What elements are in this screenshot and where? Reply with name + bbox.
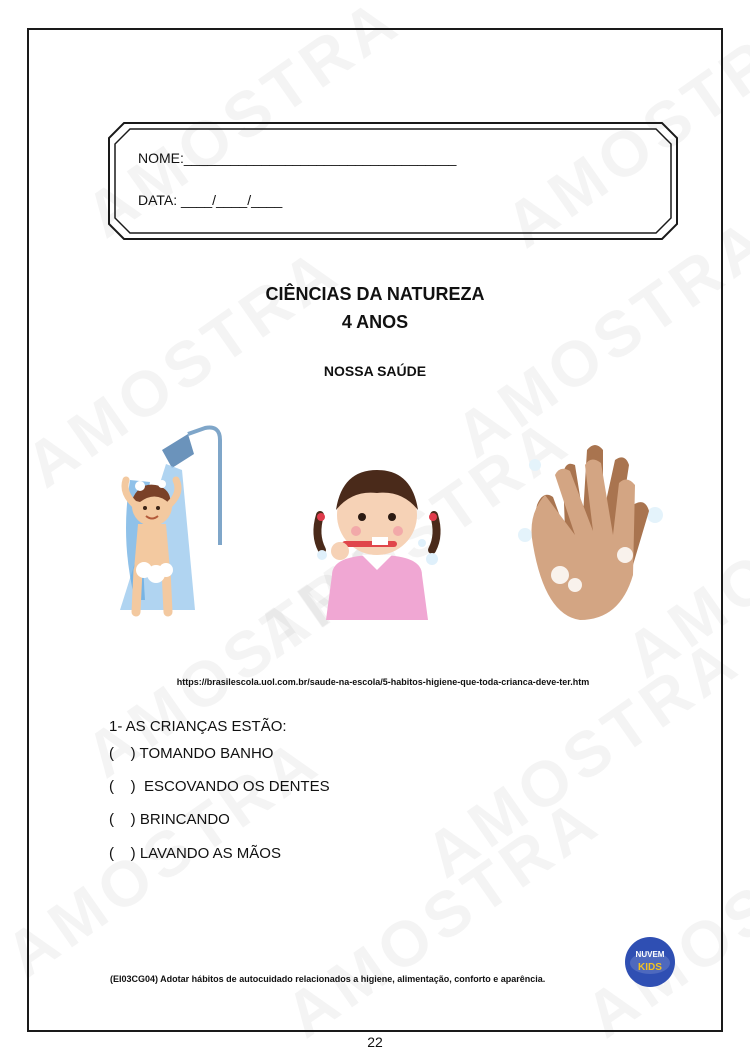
page-number: 22: [367, 1034, 383, 1050]
question-text: 1- AS CRIANÇAS ESTÃO:: [109, 718, 287, 735]
name-line: ___________________________________: [183, 150, 457, 166]
age-title: 4 ANOS: [341, 312, 409, 332]
option-lavando-maos[interactable]: ( ) LAVANDO AS MÃOS: [109, 845, 281, 862]
student-info-box: [108, 122, 678, 240]
source-url: https://brasilescola.uol.com.br/saude-na-escola/5-habitos-higiene-que-toda-crianca-deve-ter.htm: [176, 677, 590, 687]
girl-brushing-teeth-illustration: [302, 455, 452, 620]
option-brincando[interactable]: ( ) BRINCANDO: [109, 811, 230, 828]
logo-text-top: NUVEM: [635, 950, 665, 959]
name-label: NOME:: [138, 150, 184, 166]
skill-code-note: (EI03CG04) Adotar hábitos de autocuidado relacionados a higiene, alimentação, conforto e aparência.: [110, 974, 546, 984]
shower-child-illustration: [100, 420, 230, 620]
logo-text-bottom: KIDS: [638, 962, 662, 973]
washing-hands-illustration: [515, 435, 665, 625]
option-tomando-banho[interactable]: ( ) TOMANDO BANHO: [109, 745, 274, 762]
topic-title: NOSSA SAÚDE: [323, 363, 427, 379]
subject-title: CIÊNCIAS DA NATUREZA: [265, 284, 485, 304]
octagon-frame: [108, 122, 678, 240]
option-escovando-dentes[interactable]: ( ) ESCOVANDO OS DENTES: [109, 778, 330, 795]
date-field[interactable]: DATA: ____/____/____: [138, 192, 283, 208]
name-field[interactable]: [138, 150, 456, 166]
nuvem-kids-logo: [624, 936, 676, 988]
